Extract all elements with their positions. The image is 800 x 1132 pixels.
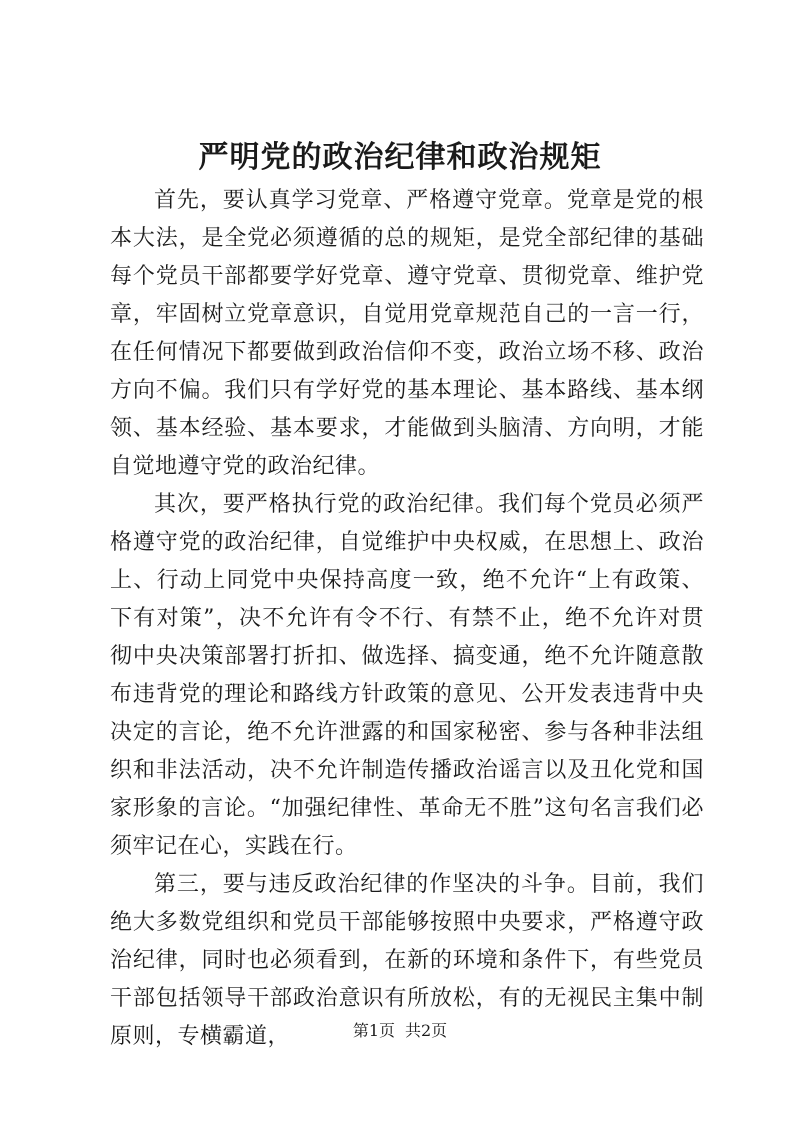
document-body xyxy=(110,182,704,1056)
page-footer xyxy=(0,1020,800,1042)
paragraph-1: 首先，要认真学习党章、严格遵守党章。党章是党的根本大法，是全党必须遵循的总的规矩，是党全部纪律的基础每个党员干部都要学好党章、遵守党章、贯彻党章、维护党章，牢固树立党章意识，自觉用党章规范自己的一言一行，在任何情况下都要做到政治信仰不变，政治立场不移、政治方向不偏。我们只有学好党的基本理论、基本路线、基本纲领、基本经验、基本要求，才能做到头脑清、方向明，才能自觉地遵守党的政治纪律。 xyxy=(110,188,704,479)
page-total: 共2页 xyxy=(405,1021,448,1040)
paragraph-3: 第三，要与违反政治纪律的作坚决的斗争。目前，我们绝大多数党组织和党员干部能够按照中央要求，严格遵守政治纪律，同时也必须看到，在新的环境和条件下，有些党员干部包括领导干部政治意识有所放松，有的无视民主集中制原则，专横霸道， xyxy=(110,872,704,1049)
page-number: 第1页 xyxy=(352,1021,395,1040)
paragraph-2: 其次，要严格执行党的政治纪律。我们每个党员必须严格遵守党的政治纪律，自觉维护中央权威，在思想上、政治上、行动上同党中央保持高度一致，绝不允许“上有政策、下有对策”，决不允许有令不行、有禁不止，绝不允许对贯彻中央决策部署打折扣、做选择、搞变通，绝不允许随意散布违背党的理论和路线方针政策的意见、公开发表违背中央决定的言论，绝不允许泄露的和国家秘密、参与各种非法组织和非法活动，决不允许制造传播政治谣言以及丑化党和国家形象的言论。“加强纪律性、革命无不胜”这句名言我们必须牢记在心，实践在行。 xyxy=(110,492,704,859)
document-title: 严明党的政治纪律和政治规矩 xyxy=(198,140,602,175)
